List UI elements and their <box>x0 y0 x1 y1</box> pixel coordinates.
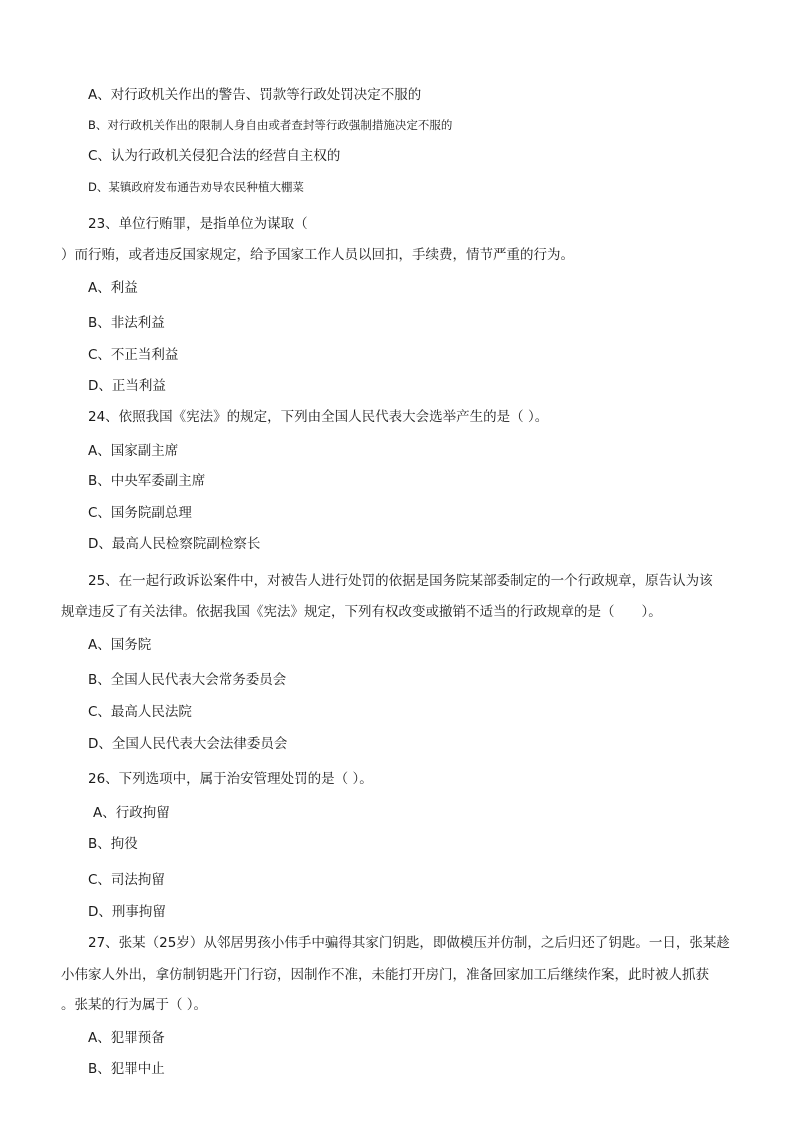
option-a-text: A、行政拘留 <box>93 805 170 821</box>
question-26-text: 26、下列选项中，属于治安管理处罚的是（ ）。 <box>88 771 373 787</box>
question-23-text: 23、单位行贿罪，是指单位为谋取（ <box>88 216 308 232</box>
option-c-text: C、国务院副总理 <box>88 505 192 521</box>
option-d-text: D、全国人民代表大会法律委员会 <box>88 736 288 752</box>
option-b-text: B、全国人民代表大会常务委员会 <box>88 672 287 688</box>
option-b-text: B、中央军委副主席 <box>88 473 206 489</box>
option-b-text: B、拘役 <box>88 836 138 852</box>
option-b-text: B、非法利益 <box>88 315 165 331</box>
option-d-text: D、正当利益 <box>88 378 166 394</box>
option-a-text: A、利益 <box>88 280 138 296</box>
question-23-continuation: ）而行贿，或者违反国家规定，给予国家工作人员以回扣，手续费，情节严重的行为。 <box>61 247 574 263</box>
option-d-text: D、最高人民检察院副检察长 <box>88 536 261 552</box>
option-a-text: A、犯罪预备 <box>88 1030 165 1046</box>
question-25-continuation: 规章违反了有关法律。依据我国《宪法》规定，下列有权改变或撤销不适当的行政规章的是（ ）。 <box>61 604 662 620</box>
option-c-text: C、认为行政机关侵犯合法的经营自主权的 <box>88 148 341 164</box>
option-b-text: B、对行政机关作出的限制人身自由或者查封等行政强制措施决定不服的 <box>88 118 453 132</box>
option-a-text: A、对行政机关作出的警告、罚款等行政处罚决定不服的 <box>88 87 422 103</box>
option-b-text: B、犯罪中止 <box>88 1061 165 1077</box>
option-a-text: A、国家副主席 <box>88 443 179 459</box>
question-27-continuation: 小伟家人外出，拿仿制钥匙开门行窃，因制作不准，未能打开房门，准备回家加工后继续作案，此时被人抓获 <box>61 967 709 983</box>
question-25-text: 25、在一起行政诉讼案件中，对被告人进行处罚的依据是国务院某部委制定的一个行政规章，原告认为该 <box>88 573 713 589</box>
option-c-text: C、不正当利益 <box>88 347 179 363</box>
option-c-text: C、最高人民法院 <box>88 704 192 720</box>
option-a-text: A、国务院 <box>88 637 152 653</box>
option-d-text: D、某镇政府发布通告劝导农民种植大棚菜 <box>88 180 304 194</box>
question-27-text: 27、张某（25岁）从邻居男孩小伟手中骗得其家门钥匙，即做模压并仿制，之后归还了钥匙。一日，张某趁 <box>88 935 730 951</box>
option-c-text: C、司法拘留 <box>88 872 165 888</box>
question-24-text: 24、依照我国《宪法》的规定，下列由全国人民代表大会选举产生的是（ ）。 <box>88 409 549 425</box>
question-27-continuation: 。张某的行为属于（ ）。 <box>61 997 208 1013</box>
option-d-text: D、刑事拘留 <box>88 904 166 920</box>
